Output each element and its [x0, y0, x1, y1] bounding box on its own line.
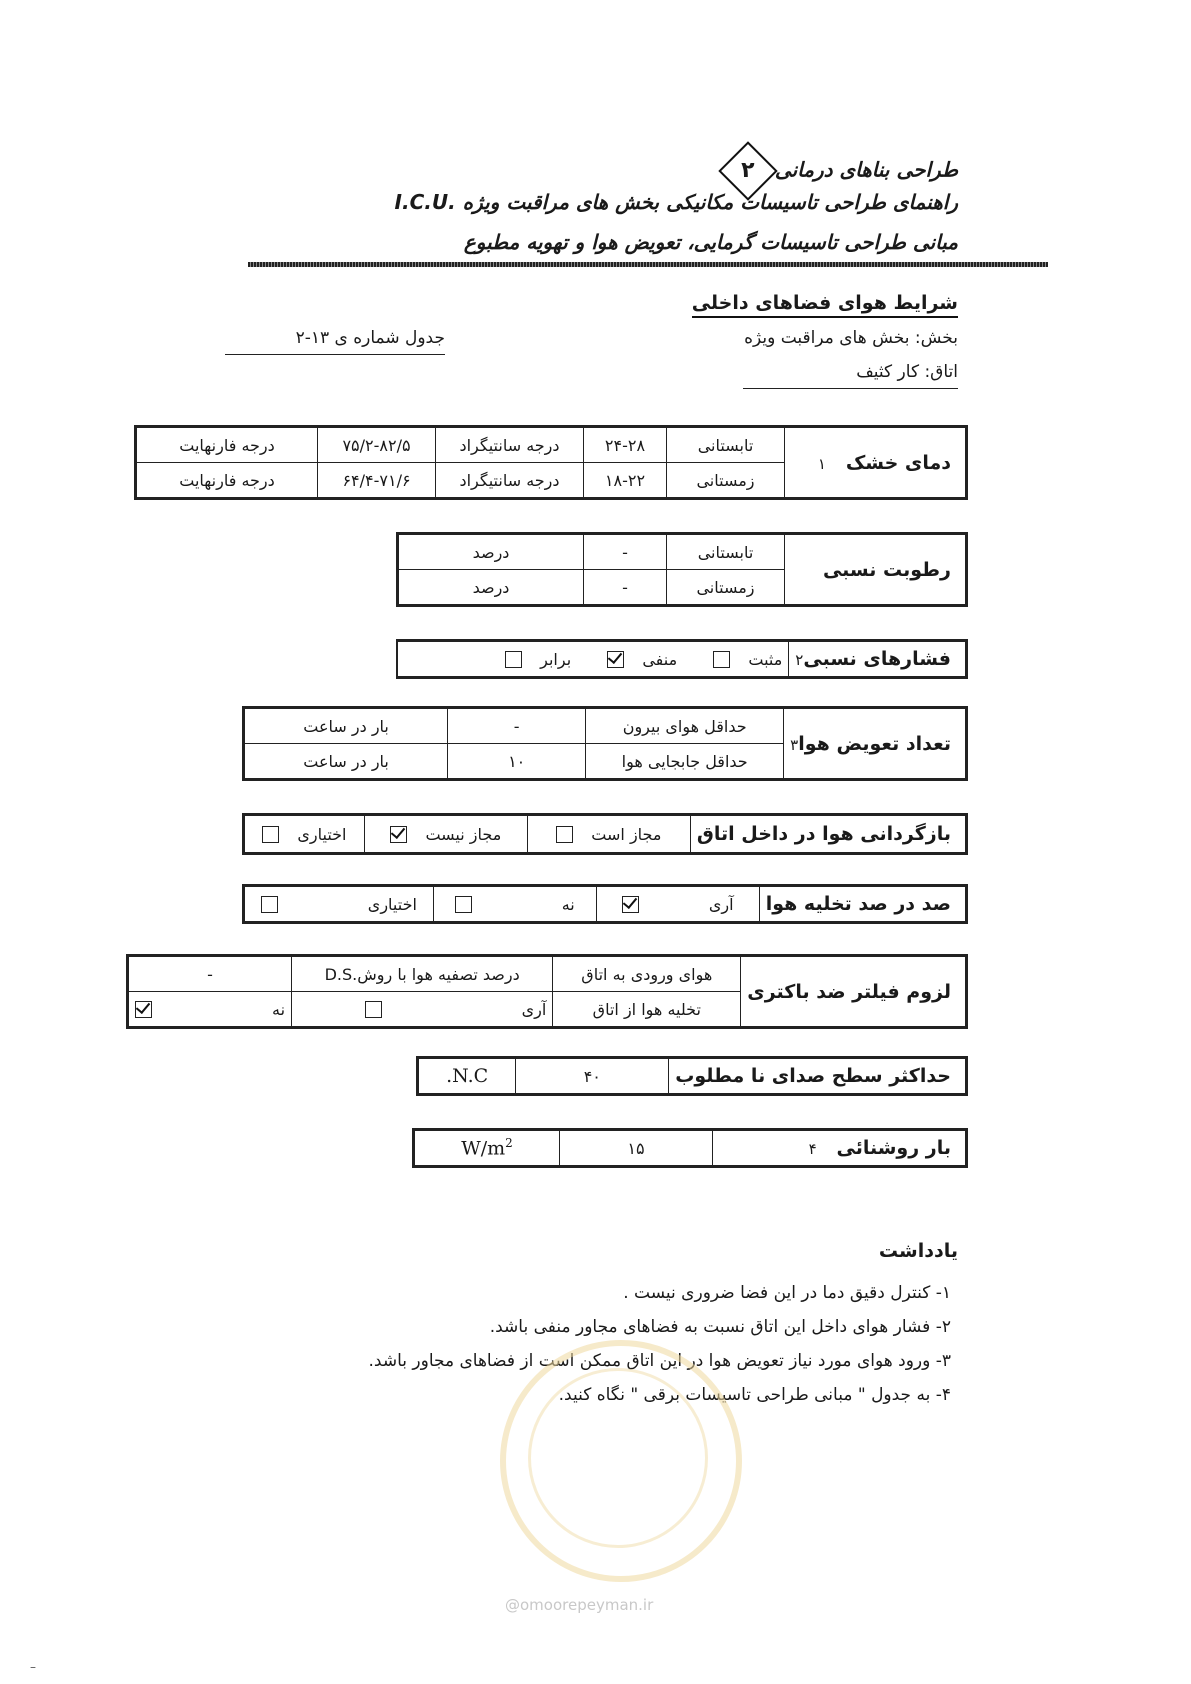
notes-title: یادداشت: [878, 1240, 958, 1262]
filter-supply-name: هوای ورودی به اتاق: [553, 957, 741, 992]
table-number: جدول شماره ی ۱۳-۲: [225, 328, 445, 355]
room-label: اتاق: کار کثیف: [743, 362, 958, 389]
filter-exhaust-yes[interactable]: آری: [292, 992, 553, 1027]
recirculation-optional[interactable]: اختیاری: [245, 816, 365, 853]
noise-value: ۴۰: [516, 1059, 669, 1094]
filter-supply-value: -: [129, 957, 292, 992]
exhaust-optional[interactable]: اختیاری: [245, 887, 434, 922]
air-change-table: [244, 708, 966, 779]
pressure-table: [398, 641, 966, 677]
dry-temp-c-range: ۲۴-۲۸: [584, 428, 667, 463]
yes-checkbox[interactable]: [622, 896, 639, 913]
lighting-table: [414, 1130, 966, 1166]
air-change-value: -: [448, 709, 586, 744]
recirculation-table: [244, 815, 966, 853]
humidity-season: زمستانی: [667, 570, 785, 605]
humidity-unit: درصد: [399, 535, 584, 570]
exhaust-label: صد در صد تخلیه هوا: [759, 887, 965, 922]
optional-checkbox[interactable]: [261, 896, 278, 913]
air-change-name: حداقل هوای بیرون: [586, 709, 784, 744]
header-title-line3: مبانی طراحی تاسیسات گرمایی، تعویض هوا و تهویه مطبوع: [463, 230, 958, 254]
dry-temp-season: تابستانی: [667, 428, 785, 463]
dry-temp-c-range: ۱۸-۲۲: [584, 463, 667, 498]
humidity-season: تابستانی: [667, 535, 785, 570]
positive-checkbox[interactable]: [713, 651, 730, 668]
note-item: ۱- کنترل دقیق دما در این فضا ضروری نیست .: [623, 1283, 951, 1303]
no-checkbox[interactable]: [455, 896, 472, 913]
air-change-name: حداقل جابجایی هوا: [586, 744, 784, 779]
header-line1-text: طراحی بناهای درمانی: [774, 157, 958, 182]
ward-label: بخش: بخش های مراقبت ویژه: [744, 328, 958, 348]
recirculation-label: بازگردانی هوا در داخل اتاق: [690, 816, 965, 853]
filter-exhaust-name: تخلیه هوا از اتاق: [553, 992, 741, 1027]
humidity-table: [398, 534, 966, 605]
humidity-label: رطوبت نسبی: [785, 535, 966, 605]
header-title-line1: [723, 150, 958, 192]
dry-temp-season: زمستانی: [667, 463, 785, 498]
volume-number-badge: ۲: [718, 141, 777, 200]
section-title: شرایط هوای فضاهای داخلی: [692, 292, 958, 318]
note-item: ۳- ورود هوای مورد نیاز تعویض هوا در این اتاق ممکن است از فضاهای مجاور باشد.: [368, 1351, 951, 1371]
filter-exhaust-no[interactable]: نه: [129, 992, 292, 1027]
optional-checkbox[interactable]: [262, 826, 279, 843]
exhaust-table: [244, 886, 966, 922]
pressure-option-negative[interactable]: منفی: [607, 650, 677, 669]
pressure-options: [398, 642, 789, 677]
air-change-label: تعداد تعویض هوا۳: [784, 709, 966, 779]
negative-checkbox[interactable]: [607, 651, 624, 668]
dry-temp-label: دمای خشک ۱: [785, 428, 966, 498]
noise-table: [418, 1058, 966, 1094]
exhaust-no[interactable]: نه: [433, 887, 596, 922]
watermark-logo: [500, 1340, 742, 1582]
dry-temp-f-unit: درجه فارنهایت: [137, 428, 318, 463]
filter-table: [128, 956, 966, 1027]
dry-temp-f-range: ۶۴/۴-۷۱/۶: [318, 463, 436, 498]
air-change-unit: بار در ساعت: [245, 709, 448, 744]
pressure-option-positive[interactable]: مثبت: [713, 650, 782, 669]
note-item: ۴- به جدول " مبانی طراحی تاسیسات برقی " نگاه کنید.: [558, 1385, 951, 1405]
filter-label: لزوم فیلتر ضد باکتری: [741, 957, 966, 1027]
pressure-option-equal[interactable]: برابر: [505, 650, 571, 669]
recirculation-allowed[interactable]: مجاز است: [527, 816, 690, 853]
exhaust-yes[interactable]: آری: [596, 887, 759, 922]
not-allowed-checkbox[interactable]: [390, 826, 407, 843]
dry-temp-f-range: ۷۵/۲-۸۲/۵: [318, 428, 436, 463]
recirculation-not-allowed[interactable]: مجاز نیست: [364, 816, 527, 853]
lighting-value: ۱۵: [560, 1131, 713, 1166]
noise-label: حداکثر سطح صدای نا مطلوب: [669, 1059, 966, 1094]
header-divider: [248, 262, 1048, 267]
humidity-value: -: [584, 535, 667, 570]
air-change-value: ۱۰: [448, 744, 586, 779]
dry-temp-table: [136, 427, 966, 498]
filter-no-checkbox[interactable]: [135, 1001, 152, 1018]
equal-checkbox[interactable]: [505, 651, 522, 668]
note-item: ۲- فشار هوای داخل این اتاق نسبت به فضاهای مجاور منفی باشد.: [489, 1317, 951, 1337]
air-change-unit: بار در ساعت: [245, 744, 448, 779]
noise-unit: N.C.: [419, 1059, 516, 1094]
allowed-checkbox[interactable]: [556, 826, 573, 843]
dry-temp-c-unit: درجه سانتیگراد: [436, 428, 584, 463]
pressure-label: فشارهای نسبی۲: [789, 642, 966, 677]
lighting-label: بار روشنائی ۴: [713, 1131, 966, 1166]
filter-yes-checkbox[interactable]: [365, 1001, 382, 1018]
humidity-value: -: [584, 570, 667, 605]
page-mark: –: [30, 1660, 36, 1674]
watermark-site: @omoorepeyman.ir: [505, 1596, 654, 1614]
humidity-unit: درصد: [399, 570, 584, 605]
dry-temp-c-unit: درجه سانتیگراد: [436, 463, 584, 498]
dry-temp-f-unit: درجه فارنهایت: [137, 463, 318, 498]
lighting-unit: $W/m^2$: [415, 1131, 560, 1166]
header-title-line2: راهنمای طراحی تاسیسات مکانیکی بخش های مراقبت ویژه .I.C.U: [394, 190, 958, 214]
filter-supply-desc: درصد تصفیه هوا با روش.D.S: [292, 957, 553, 992]
